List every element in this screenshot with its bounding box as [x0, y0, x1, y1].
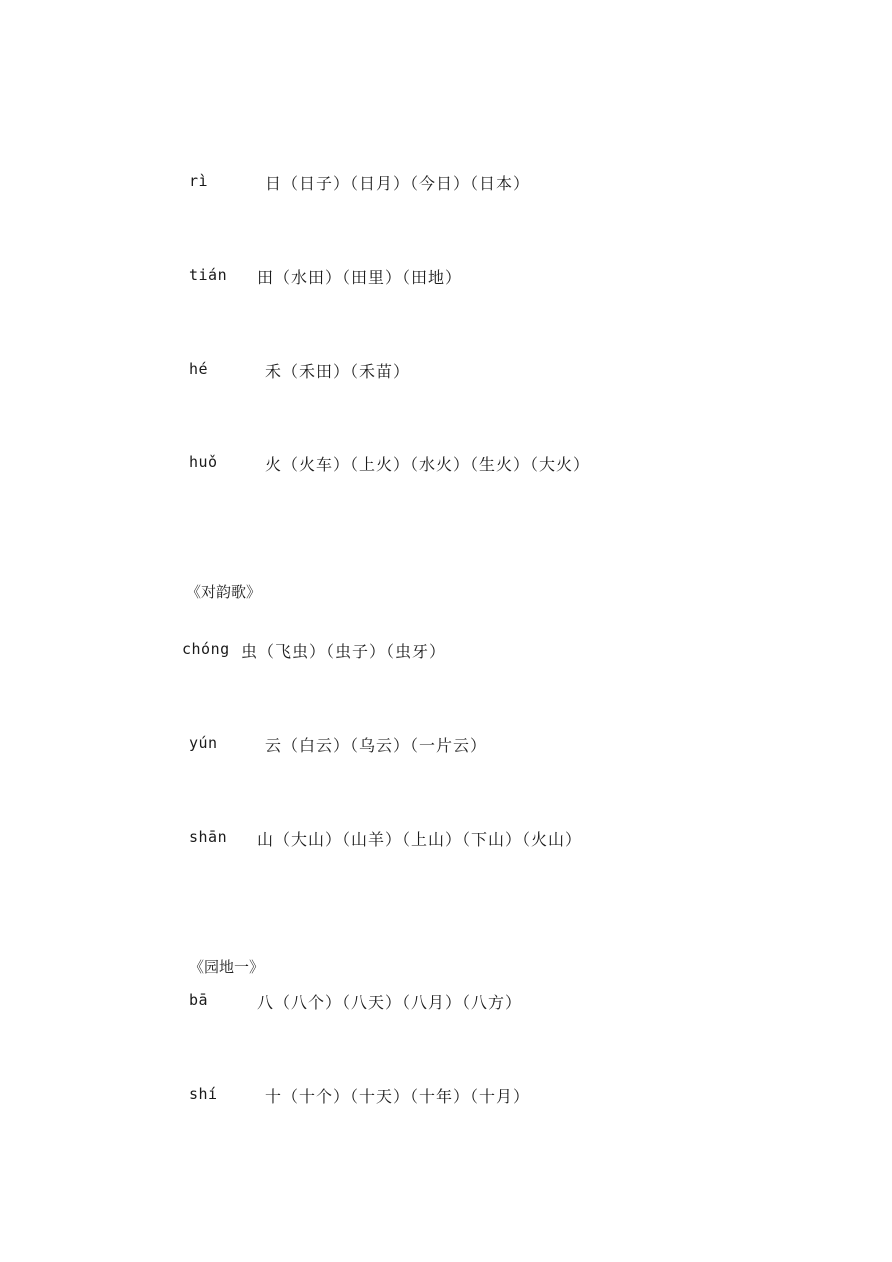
word-list: 八（八个）（八天）（八月）（八方）: [257, 993, 523, 1012]
pinyin-label: shān: [189, 828, 228, 846]
pinyin-label: tián: [189, 266, 228, 284]
pinyin-label: bā: [189, 991, 209, 1009]
pinyin-label: huǒ: [189, 453, 218, 471]
section-heading-yuandi: 《园地一》: [189, 958, 265, 976]
word-list: 田（水田）（田里）（田地）: [257, 268, 463, 287]
word-list: 禾（禾田）（禾苗）: [265, 362, 411, 381]
word-list: 火（火车）（上火）（水火）（生火）（大火）: [265, 455, 591, 474]
pinyin-label: yún: [189, 734, 218, 752]
pinyin-label: chóng: [182, 640, 230, 658]
section-heading-duiyunge: 《对韵歌》: [186, 583, 262, 601]
pinyin-label: shí: [189, 1085, 218, 1103]
word-list: 日（日子）（日月）（今日）（日本）: [265, 174, 531, 193]
pinyin-label: hé: [189, 360, 209, 378]
word-list: 云（白云）（乌云）（一片云）: [265, 736, 488, 755]
word-list: 十（十个）（十天）（十年）（十月）: [265, 1087, 531, 1106]
word-list: 山（大山）（山羊）（上山）（下山）（火山）: [257, 830, 583, 849]
pinyin-label: rì: [189, 172, 209, 190]
word-list: 虫（飞虫）（虫子）（虫牙）: [241, 642, 447, 661]
